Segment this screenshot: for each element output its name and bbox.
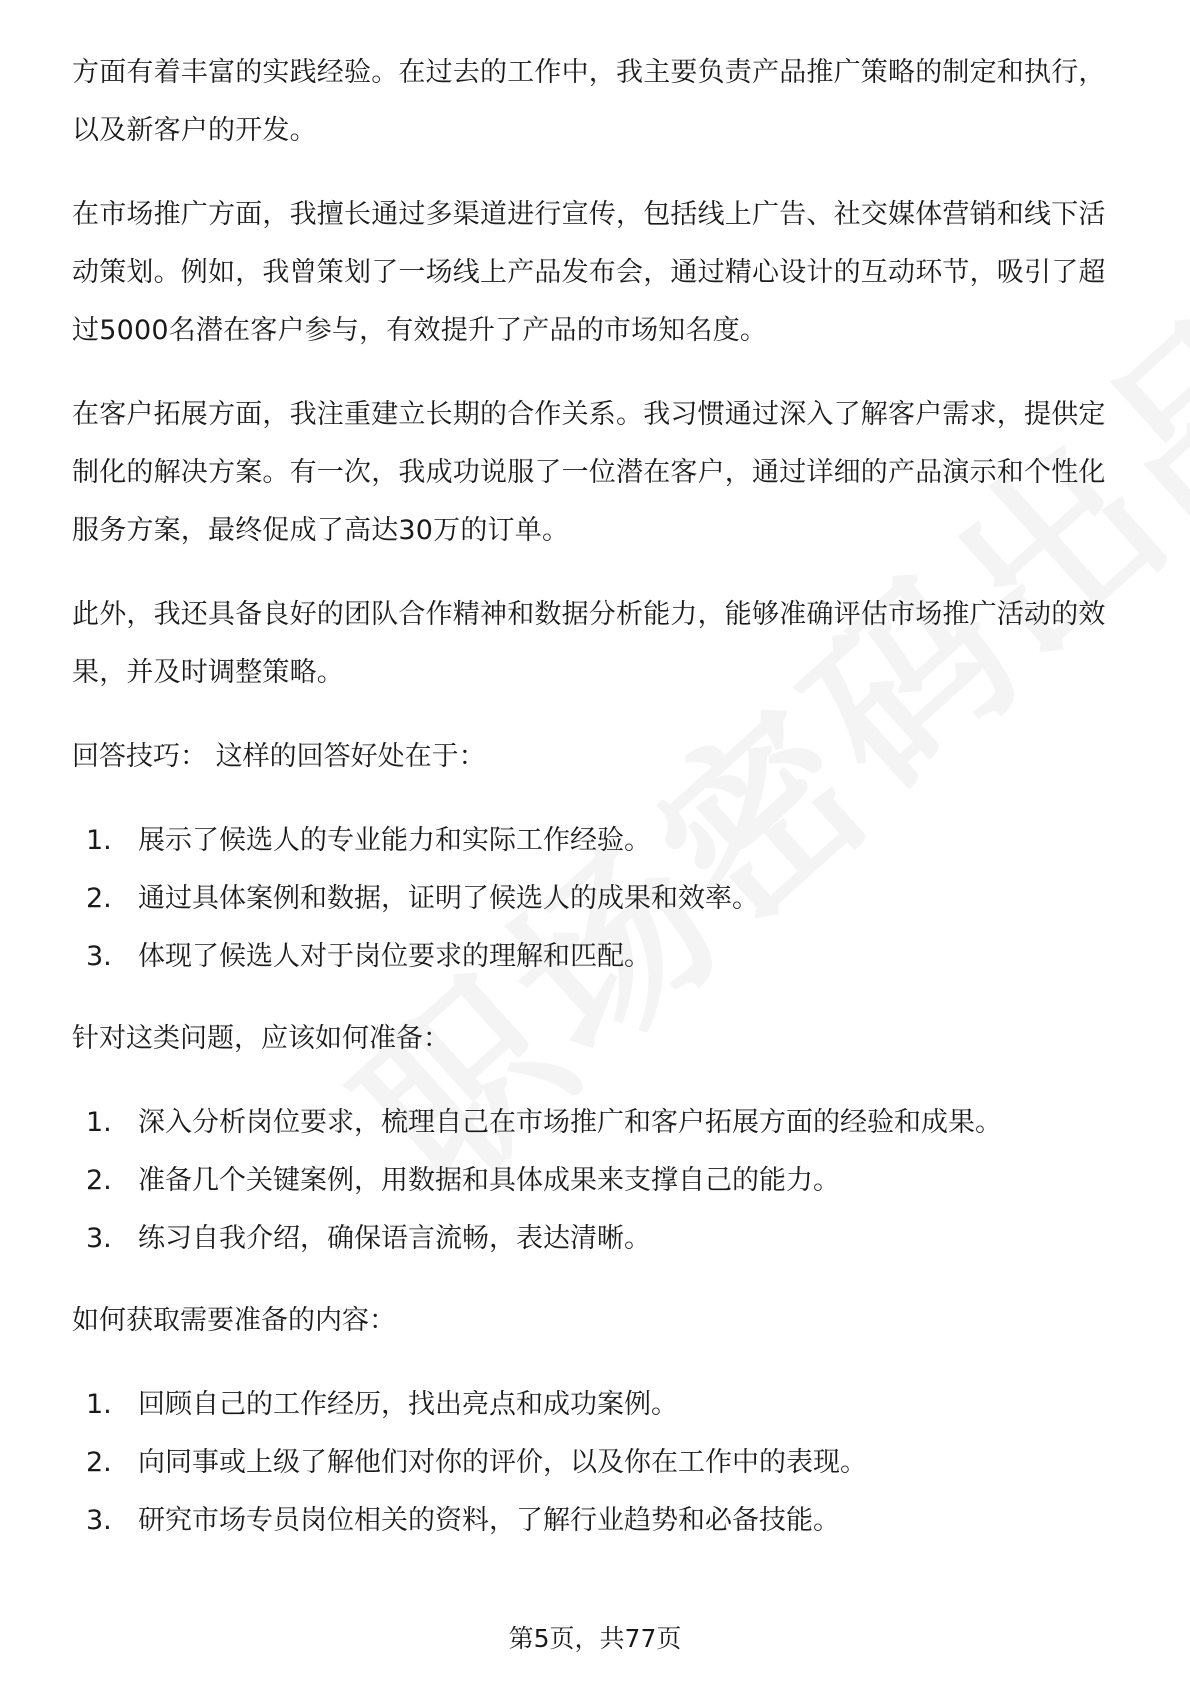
list-item-text: 回顾自己的工作经历，找出亮点和成功案例。 [138,1389,678,1420]
list-item-text: 深入分析岗位要求，梳理自己在市场推广和客户拓展方面的经验和成果。 [138,1107,1002,1138]
list-number: 3. [86,1505,112,1536]
list-number: 2. [86,1165,112,1196]
list-item-text: 展示了候选人的专业能力和实际工作经验。 [138,825,651,856]
list-item-text: 练习自我介绍，确保语言流畅，表达清晰。 [138,1223,651,1254]
list-item [72,812,1122,870]
list-number: 3. [86,1223,112,1254]
list-item [72,1376,1122,1434]
paragraph-teamwork: 此外，我还具备良好的团队合作精神和数据分析能力，能够准确评估市场推广活动的效果，并及时调整策略。 [72,599,1106,688]
list-item-text: 准备几个关键案例，用数据和具体成果来支撑自己的能力。 [138,1165,840,1196]
list-item [72,1152,1122,1210]
list-number: 2. [86,1447,112,1478]
list-item-text: 通过具体案例和数据，证明了候选人的成果和效率。 [138,883,759,914]
obtain-list [72,1376,1122,1550]
list-item [72,1094,1122,1152]
list-number: 1. [86,1389,112,1420]
paragraph-client-expansion: 在客户拓展方面，我注重建立长期的合作关系。我习惯通过深入了解客户需求，提供定制化的解决方案。有一次，我成功说服了一位潜在客户，通过详细的产品演示和个性化服务方案，最终促成了高达30万的订单。 [72,399,1106,546]
list-item [72,928,1122,986]
obtain-heading: 如何获取需要准备的内容： [72,1305,396,1336]
list-number: 1. [86,825,112,856]
list-item-text: 研究市场专员岗位相关的资料，了解行业趋势和必备技能。 [138,1505,840,1536]
paragraph-experience: 方面有着丰富的实践经验。在过去的工作中，我主要负责产品推广策略的制定和执行，以及新客户的开发。 [72,57,1106,146]
tips-list [72,812,1122,986]
list-number: 3. [86,941,112,972]
list-item [72,1434,1122,1492]
list-item-text: 体现了候选人对于岗位要求的理解和匹配。 [138,941,651,972]
list-number: 1. [86,1107,112,1138]
list-item [72,1492,1122,1550]
list-number: 2. [86,883,112,914]
prepare-heading: 针对这类问题，应该如何准备： [72,1023,450,1054]
tips-heading: 回答技巧： 这样的回答好处在于： [72,741,486,772]
document-body [72,44,1122,1574]
list-item-text: 向同事或上级了解他们对你的评价，以及你在工作中的表现。 [138,1447,867,1478]
paragraph-marketing: 在市场推广方面，我擅长通过多渠道进行宣传，包括线上广告、社交媒体营销和线下活动策划。例如，我曾策划了一场线上产品发布会，通过精心设计的互动环节，吸引了超过5000名潜在客户参与，有效提升了产品的市场知名度。 [72,199,1106,346]
list-item [72,870,1122,928]
list-item [72,1210,1122,1268]
prepare-list [72,1094,1122,1268]
page-footer: 第5页，共77页 [508,1624,682,1653]
